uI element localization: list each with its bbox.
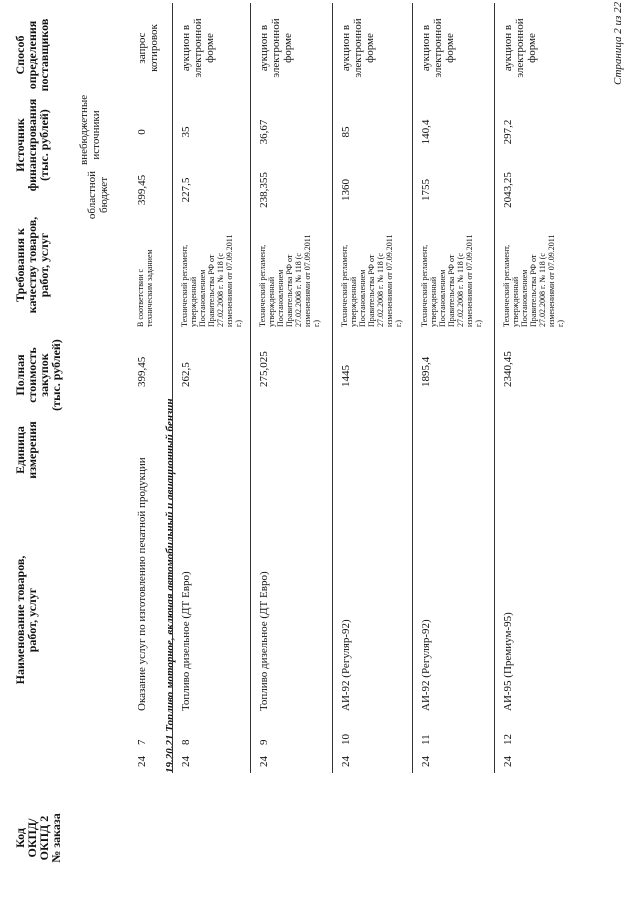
row-method xyxy=(136,3,160,93)
header-name xyxy=(14,535,38,705)
row-extra: 35 xyxy=(180,126,192,138)
row-method-line: электронной xyxy=(270,18,282,78)
header-unit xyxy=(14,415,38,485)
row-number: 10 xyxy=(340,734,352,745)
row-number: 7 xyxy=(136,739,148,745)
row-requirement-line: Правительства РФ от xyxy=(285,254,294,327)
row-cost: 2340,45 xyxy=(502,351,514,387)
row-requirement-line: Технический регламент, xyxy=(420,244,429,327)
row-cost: 1445 xyxy=(340,365,352,387)
row-requirement-line: утвержденный xyxy=(349,276,358,327)
row-okpd: 24 xyxy=(180,756,192,767)
header-src-extra xyxy=(78,94,102,165)
row-requirement-line: Постановлением xyxy=(198,269,207,327)
row-method-line: котировок xyxy=(148,24,160,72)
header-src-sub-line: бюджет xyxy=(98,177,110,213)
header-req xyxy=(14,200,50,330)
row-requirement-line: Технический регламент, xyxy=(502,244,511,327)
header-cost-line: Полная xyxy=(13,354,27,396)
row-okpd: 24 xyxy=(136,756,148,767)
row-name: АИ-92 (Регуляр-92) xyxy=(340,619,352,711)
row-requirement-line: изменениями от 07.09.2011 xyxy=(303,234,312,327)
row-method xyxy=(258,3,294,93)
row-okpd: 24 xyxy=(258,756,270,767)
header-src-budget xyxy=(86,165,110,225)
row-method-line: электронной xyxy=(432,18,444,78)
header-cost-line: (тыс. рублей) xyxy=(49,339,63,411)
row-method-line: форме xyxy=(204,33,216,63)
row-requirement-line: 27.02.2008 г. № 118 (с xyxy=(294,253,303,327)
row-budget: 227,5 xyxy=(180,177,192,203)
row-method-line: аукцион в xyxy=(258,24,270,72)
header-src-line: (тыс. рублей) xyxy=(37,109,51,181)
header-method-line: Способ xyxy=(13,35,27,75)
row-extra: 85 xyxy=(340,126,352,138)
row-requirement-line: изменениями от 07.09.2011 xyxy=(465,234,474,327)
row-method xyxy=(180,3,216,93)
row-method xyxy=(420,3,456,93)
row-method-line: электронной xyxy=(192,18,204,78)
row-divider xyxy=(172,3,173,773)
row-requirement-line: Правительства РФ от xyxy=(207,254,216,327)
row-requirement-line: Технический регламент, xyxy=(258,244,267,327)
row-requirement-line: Технический регламент, xyxy=(180,244,189,327)
row-budget: 1755 xyxy=(420,179,432,201)
row-requirement-line: изменениями от 07.09.2011 xyxy=(225,234,234,327)
header-code xyxy=(14,783,62,893)
row-extra: 36,67 xyxy=(258,119,270,145)
row-requirement-line: г.) xyxy=(556,319,565,327)
header-req-line: работ, услуг xyxy=(37,232,51,298)
row-budget: 1360 xyxy=(340,179,352,201)
row-requirement-line: Постановлением xyxy=(520,269,529,327)
page-footer: Страница 2 из 22 xyxy=(612,1,624,85)
header-code-line: ОКПД 2 xyxy=(37,815,51,861)
row-name: Топливо дизельное (ДТ Евро) xyxy=(258,571,270,711)
row-method-line: форме xyxy=(526,33,538,63)
row-method-line: электронной xyxy=(514,18,526,78)
header-req-line: качеству товаров, xyxy=(25,216,39,314)
row-number: 8 xyxy=(180,739,192,745)
header-unit-line: измерения xyxy=(25,421,39,479)
header-method-line: поставщиков xyxy=(37,18,51,92)
header-cost-line: закупок xyxy=(37,353,51,397)
row-requirement-line: г.) xyxy=(234,319,243,327)
header-src-line: финансирования xyxy=(25,98,39,192)
row-requirement-line: г.) xyxy=(474,319,483,327)
row-requirement-line: утвержденный xyxy=(267,276,276,327)
row-method-line: аукцион в xyxy=(180,24,192,72)
row-budget: 399,45 xyxy=(136,174,148,206)
header-method xyxy=(14,0,50,110)
row-requirement-line: Правительства РФ от xyxy=(447,254,456,327)
row-method-line: форме xyxy=(444,33,456,63)
row-cost: 262,5 xyxy=(180,362,192,387)
header-name-line: Наименование товаров, xyxy=(13,555,27,685)
row-method-line: электронной xyxy=(352,18,364,78)
section-code: 19.20.21 xyxy=(164,734,176,773)
header-cost xyxy=(14,330,62,420)
row-divider xyxy=(250,3,251,773)
row-number: 9 xyxy=(258,739,270,745)
row-requirement-line: изменениями от 07.09.2011 xyxy=(547,234,556,327)
header-req-line: Требования к xyxy=(13,228,27,302)
row-method xyxy=(502,3,538,93)
row-name: АИ-92 (Регуляр-92) xyxy=(420,619,432,711)
row-requirement-line: 27.02.2008 г. № 118 (с xyxy=(538,253,547,327)
section-title-text: Топливо моторное, включая автомобильный и авиационный бензин xyxy=(164,398,176,732)
header-code-line: ОКПД/ xyxy=(25,818,39,858)
section-title xyxy=(164,398,176,773)
row-method-line: запрос xyxy=(136,32,148,64)
row-requirement-line: Постановлением xyxy=(358,269,367,327)
header-name-line: работ, услуг xyxy=(25,587,39,653)
row-budget: 238,355 xyxy=(258,172,270,208)
row-method xyxy=(340,3,376,93)
row-requirement-line: Правительства РФ от xyxy=(529,254,538,327)
row-requirement-line: г.) xyxy=(312,319,321,327)
row-requirement-line: утвержденный xyxy=(189,276,198,327)
row-requirement-line: 27.02.2008 г. № 118 (с xyxy=(376,253,385,327)
header-src-line: Источник xyxy=(13,118,27,172)
row-extra: 0 xyxy=(136,129,148,135)
row-cost: 399,45 xyxy=(136,356,148,387)
header-src-sub-line: внебюджетные xyxy=(78,94,90,165)
row-method-line: аукцион в xyxy=(420,24,432,72)
row-name: АИ-95 (Премиум-95) xyxy=(502,612,514,711)
row-method-line: аукцион в xyxy=(502,24,514,72)
row-divider xyxy=(332,3,333,773)
row-method-line: форме xyxy=(364,33,376,63)
row-number: 11 xyxy=(420,734,432,745)
header-cost-line: стоимость xyxy=(25,347,39,403)
row-method-line: форме xyxy=(282,33,294,63)
row-cost: 275,025 xyxy=(258,351,270,387)
row-requirement-line: утвержденный xyxy=(429,276,438,327)
row-requirement-line: Правительства РФ от xyxy=(367,254,376,327)
row-okpd: 24 xyxy=(502,756,514,767)
row-extra: 140,4 xyxy=(420,119,432,145)
row-requirement-line: утвержденный xyxy=(511,276,520,327)
header-code-line: № заказа xyxy=(49,813,63,863)
row-divider xyxy=(412,3,413,773)
row-requirement-line: техническим заданием xyxy=(145,249,154,327)
row-requirement-line: г.) xyxy=(394,319,403,327)
row-name: Оказание услуг по изготовлению печатной продукции xyxy=(136,457,148,711)
header-unit-line: Единица xyxy=(13,426,27,474)
row-extra: 297,2 xyxy=(502,119,514,145)
row-name: Топливо дизельное (ДТ Евро) xyxy=(180,571,192,711)
row-method-line: аукцион в xyxy=(340,24,352,72)
row-requirement-line: Постановлением xyxy=(438,269,447,327)
row-requirement-line: Технический регламент, xyxy=(340,244,349,327)
row-requirement-line: В соответствии с xyxy=(136,268,145,327)
row-requirement-line: Постановлением xyxy=(276,269,285,327)
header-method-line: определения xyxy=(25,20,39,90)
header-src-sub-line: источники xyxy=(90,110,102,160)
row-okpd: 24 xyxy=(340,756,352,767)
row-number: 12 xyxy=(502,734,514,745)
row-cost: 1895,4 xyxy=(420,356,432,387)
row-requirement-line: изменениями от 07.09.2011 xyxy=(385,234,394,327)
row-budget: 2043,25 xyxy=(502,172,514,208)
row-divider xyxy=(494,3,495,773)
row-requirement-line: 27.02.2008 г. № 118 (с xyxy=(216,253,225,327)
row-requirement-line: 27.02.2008 г. № 118 (с xyxy=(456,253,465,327)
header-src-sub-line: областной xyxy=(86,170,98,220)
row-okpd: 24 xyxy=(420,756,432,767)
header-code-line: Код xyxy=(13,828,27,848)
